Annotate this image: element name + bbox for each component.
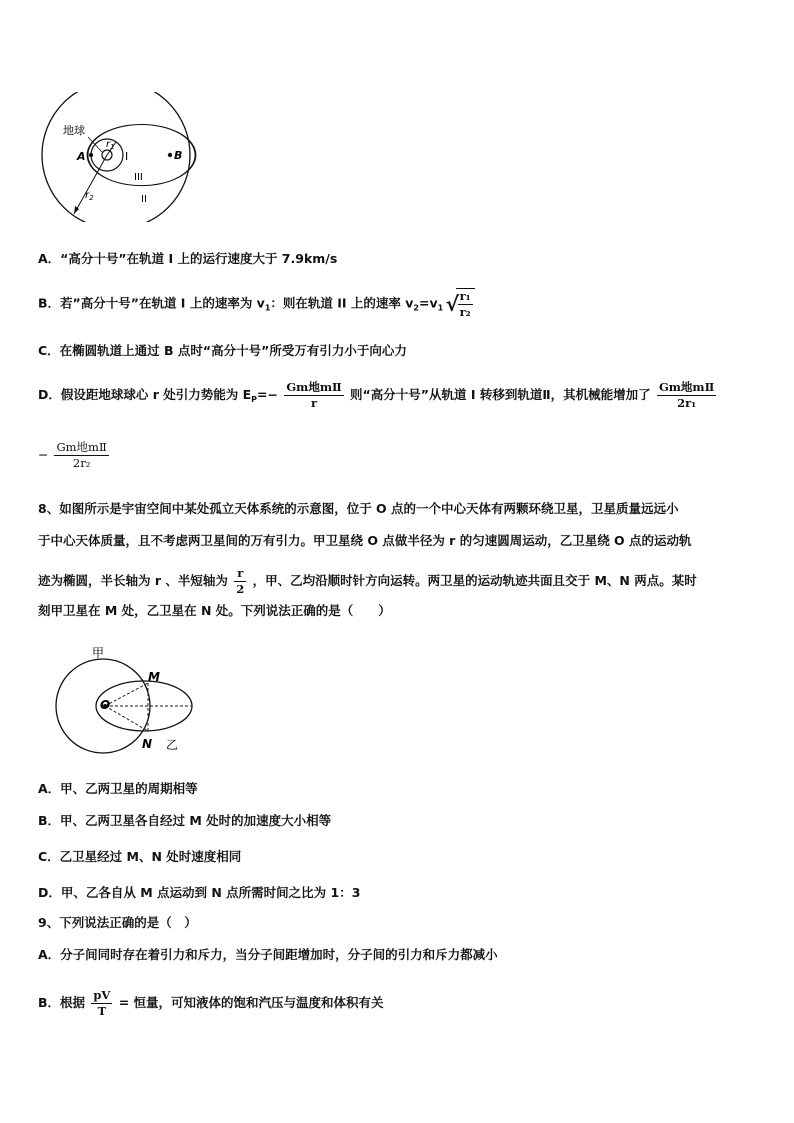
q8-option-b: B．甲、乙两卫星各自经过 M 处时的加速度大小相等 — [38, 813, 332, 828]
frac-num: Gm地mⅡ — [658, 380, 715, 394]
minus-sign: − — [38, 447, 49, 462]
label-r2: $r_2$ — [85, 190, 94, 202]
fraction-energy-1 — [657, 380, 716, 411]
sqrt-sign — [456, 288, 475, 320]
sub-p: P — [251, 395, 258, 404]
frac-den: 2 — [236, 582, 245, 596]
label-orbit-i: I — [125, 150, 129, 163]
label-earth: 地球 — [63, 124, 85, 137]
q8-stem-line-4: 刻甲卫星在 M 处，乙卫星在 N 处。下列说法正确的是（ ） — [38, 603, 391, 618]
q8-option-d: D．甲、乙各自从 M 点运动到 N 点所需时间之比为 1：3 — [38, 885, 361, 900]
frac-num: pV — [93, 988, 111, 1002]
frac-den: 2r₁ — [677, 396, 697, 410]
q7-option-b-eq: =v — [419, 295, 438, 311]
q8-stem-line-1: 8、如图所示是宇宙空间中某处孤立天体系统的示意图，位于 O 点的一个中心天体有两颗环绕卫星，卫星质量远远小 — [38, 501, 679, 516]
frac-den: T — [97, 1004, 107, 1018]
sub-v1b: 1 — [437, 303, 444, 313]
satellite-orbit-figure — [52, 643, 212, 758]
frac-num: Gm地mⅡ — [286, 380, 342, 394]
frac-den: r — [310, 396, 318, 410]
q7-option-c: C．在椭圆轨道上通过 B 点时“高分十号”所受万有引力小于向心力 — [38, 343, 407, 358]
fraction-pv-t — [91, 988, 112, 1019]
q7-option-b — [38, 288, 475, 320]
label-b: B — [174, 149, 183, 162]
q7-option-b-text: B．若”高分十号”在轨道 I 上的速率为 v — [38, 295, 265, 311]
point-a — [89, 153, 93, 157]
q9-option-b — [38, 988, 384, 1019]
q8-line3-post: ，甲、乙均沿顺时针方向运转。两卫星的运动轨迹共面且交于 M、N 两点。某时 — [252, 573, 697, 588]
label-orbit-iii: III — [134, 172, 143, 183]
q8-line3-pre: 迹为椭圆，半长轴为 r 、半短轴为 — [38, 573, 228, 588]
label-a: A — [77, 150, 86, 163]
q9-option-b-post: = 恒量，可知液体的饱和汽压与温度和体积有关 — [118, 995, 384, 1010]
label-o: O — [100, 698, 111, 712]
frac-num: r — [234, 566, 246, 582]
q8-option-c: C．乙卫星经过 M、N 处时速度相同 — [38, 849, 242, 864]
orbit-figure — [38, 92, 198, 222]
label-yi: 乙 — [166, 738, 179, 752]
fraction-r1-r2 — [458, 289, 473, 320]
label-m: M — [148, 670, 160, 684]
point-b — [168, 153, 172, 157]
dashed-o-m — [105, 683, 148, 706]
label-jia: 甲 — [92, 646, 105, 660]
dashed-o-n — [105, 706, 148, 731]
fraction-half-r — [234, 566, 246, 597]
frac-den: r₂ — [459, 305, 471, 319]
q9-option-a: A．分子间同时存在着引力和斥力，当分子间距增加时，分子间的引力和斥力都减小 — [38, 947, 498, 962]
fraction-potential — [284, 380, 343, 411]
q7-option-d-mid: 则“高分十号”从轨道 I 转移到轨道Ⅱ，其机械能增加了 — [350, 387, 651, 402]
orbit-ii-circle — [42, 92, 190, 222]
q9-option-b-pre: B．根据 — [38, 995, 86, 1010]
fraction-energy-2 — [54, 440, 108, 471]
sub-v1: 1 — [264, 303, 271, 313]
q8-stem-line-2: 于中心天体质量，且不考虑两卫星间的万有引力。甲卫星绕 O 点做半径为 r 的匀速圆周运动，乙卫星绕 O 点的运动轨 — [38, 533, 692, 548]
frac-num: Gm地mⅡ — [56, 440, 107, 454]
q7-option-d-continued — [38, 440, 111, 471]
q9-stem: 9、下列说法正确的是（ ） — [38, 915, 197, 930]
q7-option-a: A．“高分十号”在轨道 I 上的运行速度大于 7.9km/s — [38, 251, 338, 266]
q8-stem-line-3 — [38, 566, 697, 597]
label-orbit-ii: II — [141, 194, 147, 205]
frac-num: √ r₁ — [459, 289, 471, 303]
q7-option-d-text: D．假设距地球球心 r 处引力势能为 E — [38, 387, 252, 402]
label-r1: $r_1$ — [106, 139, 115, 151]
q7-option-b-mid: ：则在轨道 II 上的速率 v — [270, 295, 414, 311]
sub-v2: 2 — [413, 303, 419, 313]
q8-option-a: A．甲、乙两卫星的周期相等 — [38, 781, 198, 796]
q7-option-d-eq: =− — [257, 387, 278, 402]
label-n: N — [142, 737, 153, 751]
q7-option-d — [38, 380, 718, 411]
frac-den: 2r₂ — [72, 456, 91, 470]
